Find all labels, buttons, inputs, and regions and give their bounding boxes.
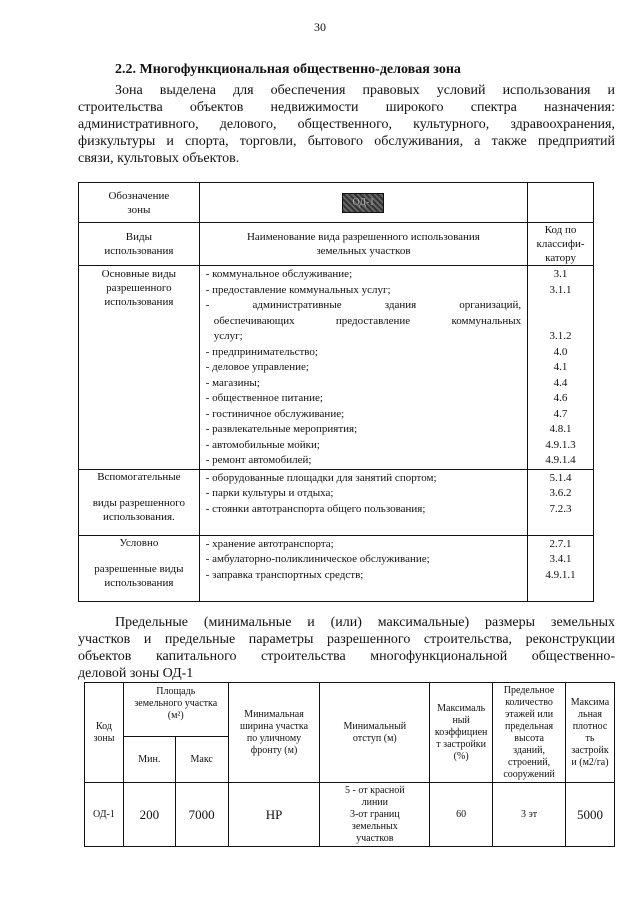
classifier-code: 4.8.1 <box>549 423 572 435</box>
empty-cell <box>528 183 594 223</box>
main-use-item: - коммунальное обслуживание; <box>205 268 353 280</box>
aux-use-item: - парки культуры и отдыха; <box>205 487 334 499</box>
aux-label-bottom: виды разрешенного использования. <box>92 496 186 523</box>
cond-label-top: Условно <box>119 536 159 549</box>
classifier-code: 4.0 <box>553 345 568 358</box>
limits-line-1: Предельные (минимальные и (или) максимальные) размеры земельных <box>115 615 615 630</box>
intro-line-4: физкультуры и спорта, торговли, бытового обслуживания, а также предприятий <box>78 134 615 149</box>
main-use-item: - автомобильные мойки; <box>205 438 320 451</box>
main-use-item: - предоставление коммунальных услуг; <box>205 283 391 296</box>
cond-uses-codes <box>528 535 594 601</box>
classifier-code: 4.9.1.3 <box>545 438 576 451</box>
max-floors-header: Предельное количество этажей или предельная высота зданий, строений, сооружений <box>493 683 566 783</box>
limits-line-4: деловой зоны ОД-1 <box>78 666 194 681</box>
main-use-item: - гостиничное обслуживание; <box>205 407 345 420</box>
main-uses-codes <box>528 266 594 470</box>
row-min-offset: 5 - от красной линии 3-от границ земельных участков <box>320 783 430 847</box>
row-max-area: 7000 <box>175 783 228 847</box>
parameters-table <box>84 682 615 847</box>
zone-code-badge: ОД-1 <box>342 193 384 213</box>
main-uses-list <box>199 266 527 470</box>
classifier-code: 4.9.1.1 <box>545 568 576 581</box>
classifier-code: 4.1 <box>553 361 568 373</box>
intro-line-5: связи, культовых объектов. <box>78 151 240 166</box>
classifier-code: 3.1.2 <box>549 330 572 342</box>
cond-uses-label <box>79 535 200 601</box>
main-use-item: - деловое управление; <box>205 361 309 373</box>
limits-line-3: объектов капитального строительства многофункциональной общественно- <box>78 649 615 664</box>
kinds-header: Виды использования <box>79 223 200 266</box>
names-header: Наименование вида разрешенного использования земельных участков <box>199 223 527 266</box>
aux-label-top: Вспомогательные <box>97 470 181 483</box>
intro-line-1: Зона выделена для обеспечения правовых условий использования и <box>115 83 615 98</box>
max-coef-header: Максималь ный коэффициен т застройки (%) <box>430 683 493 783</box>
intro-line-2: строительства объектов недвижимости широкого спектра назначения: <box>78 100 615 115</box>
classifier-code: 3.6.2 <box>549 487 572 499</box>
classifier-code: 4.6 <box>553 392 568 404</box>
limits-line-2: участков и предельные параметры разрешенного строительства, реконструкции <box>78 632 615 647</box>
main-use-item: - ремонт автомобилей; <box>205 454 312 466</box>
row-max-density: 5000 <box>566 783 615 847</box>
aux-uses-codes <box>528 469 594 535</box>
classifier-code: 4.7 <box>553 407 568 420</box>
max-area-header: Макс <box>175 737 228 783</box>
zone-label-cell: Обозначение зоны <box>79 183 200 223</box>
classifier-code: 3.4.1 <box>549 553 572 565</box>
permitted-uses-table <box>78 182 594 602</box>
section-heading: 2.2. Многофункциональная общественно-деловая зона <box>115 62 461 77</box>
classifier-code: 4.4 <box>553 376 568 389</box>
classifier-code <box>528 298 593 314</box>
zone-code-cell <box>199 183 527 223</box>
zone-code-header: Код зоны <box>85 683 124 783</box>
row-min-width: НР <box>228 783 320 847</box>
classifier-code: 2.7.1 <box>549 537 572 550</box>
row-min-area: 200 <box>123 783 175 847</box>
row-max-floors: 3 эт <box>493 783 566 847</box>
cond-use-item: - заправка транспортных средств; <box>205 568 364 581</box>
cond-use-item: - хранение автотранспорта; <box>205 537 334 550</box>
aux-use-item: - оборудованные площадки для занятий спортом; <box>205 471 437 484</box>
cond-uses-list <box>199 535 527 601</box>
main-use-item: - магазины; <box>205 376 260 389</box>
classifier-code <box>528 314 593 330</box>
main-use-item: - развлекательные мероприятия; <box>205 423 358 435</box>
main-use-item: обеспечивающих предоставление коммунальных <box>213 314 522 327</box>
max-density-header: Максима льная плотнос ть застройк и (м2/га) <box>566 683 615 783</box>
row-max-coef: 60 <box>430 783 493 847</box>
main-use-item: - предпринимательство; <box>205 345 318 358</box>
classifier-code: 5.1.4 <box>549 471 572 484</box>
cond-label-bottom: разрешенные виды использования <box>94 562 184 589</box>
aux-use-item: - стоянки автотранспорта общего пользования; <box>205 502 426 515</box>
aux-uses-list <box>199 469 527 535</box>
classifier-code: 7.2.3 <box>549 502 572 515</box>
row-zone-code: ОД-1 <box>85 783 124 847</box>
main-use-item: - общественное питание; <box>205 392 323 404</box>
main-use-item: - административные здания организаций, <box>205 299 522 311</box>
min-offset-header: Минимальный отступ (м) <box>320 683 430 783</box>
area-header: Площадь земельного участка (м²) <box>123 683 228 737</box>
min-area-header: Мин. <box>123 737 175 783</box>
classifier-code: 4.9.1.4 <box>545 454 576 466</box>
code-header: Код по классифи- катору <box>528 223 594 266</box>
classifier-code: 3.1 <box>553 268 568 280</box>
cond-use-item: - амбулаторно-поликлиническое обслуживание; <box>205 553 430 565</box>
classifier-code: 3.1.1 <box>549 283 572 296</box>
aux-uses-label <box>79 469 200 535</box>
main-uses-label: Основные виды разрешенного использования <box>79 266 200 470</box>
min-width-header: Минимальная ширина участка по уличному фронту (м) <box>228 683 320 783</box>
page-number: 30 <box>314 20 326 34</box>
intro-line-3: административного, делового, общественного, культурного, здравоохранения, <box>78 117 615 132</box>
main-use-item: услуг; <box>213 330 243 342</box>
